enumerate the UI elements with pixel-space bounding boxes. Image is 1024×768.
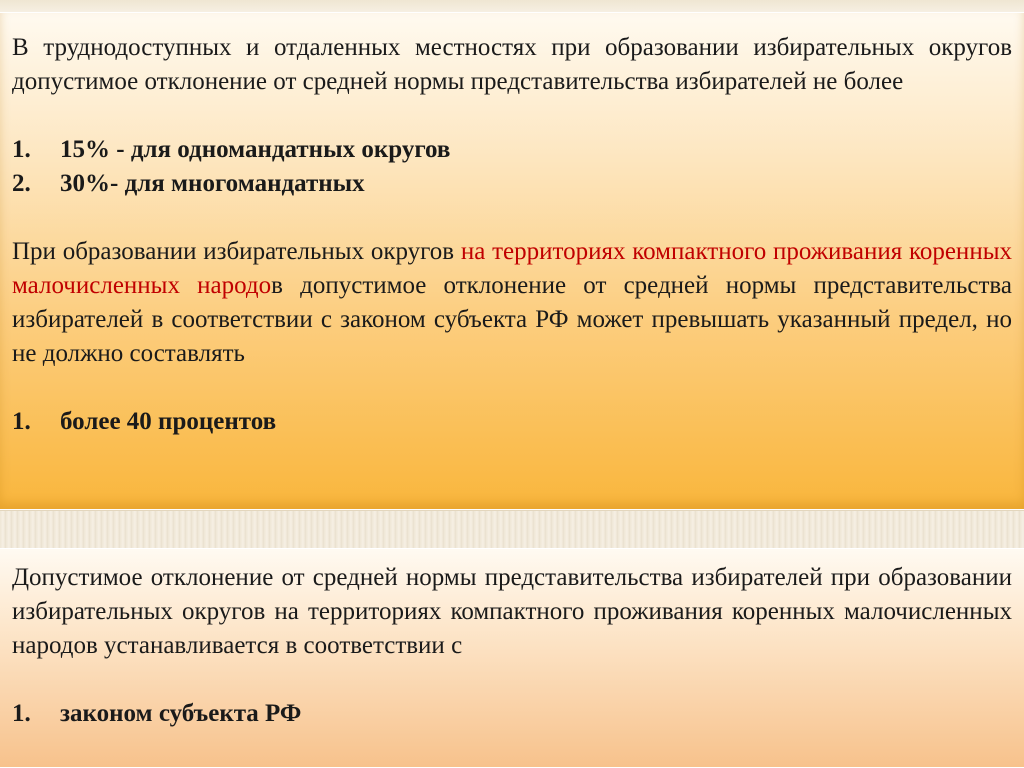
panel-2-content [12, 561, 1012, 731]
answer-item-2 [12, 167, 1012, 201]
question-panel-2 [0, 548, 1024, 768]
panel-2-intro: Допустимое отклонение от средней нормы представительства избирателей при образовании избирательных округов на территориях компактного проживания коренных малочисленных народов устанавливается в соответствии с [12, 564, 1012, 659]
answer-item-text: 15% - для одномандатных округов [60, 136, 451, 163]
answer-item-number: 1. [12, 700, 31, 727]
question-panel-1 [0, 12, 1024, 510]
answer-item-number: 2. [12, 170, 31, 197]
paragraph-2-end: в допустимое отклонение от средней нормы представительства избирателей в соответствии с законом субъекта РФ может превышать указанный предел, но не должно составлять [12, 272, 1012, 367]
panel-1-content [12, 31, 1012, 439]
panel-1-intro: В труднодоступных и отдаленных местностях при образовании избирательных округов допустимое отклонение от средней нормы представительства избирателей не более [12, 34, 1012, 95]
answer-item-number: 1. [12, 408, 31, 435]
answer-item-text: более 40 процентов [60, 408, 277, 435]
panel-1-paragraph-2 [12, 235, 1012, 371]
answer-item-4 [12, 697, 1012, 731]
answer-item-text: законом субъекта РФ [60, 700, 302, 727]
answer-item-text: 30%- для многомандатных [60, 170, 365, 197]
top-band [0, 0, 1024, 12]
highlighted-text: на территориях компактного проживания коренных малочисленных народо [12, 238, 1012, 299]
answer-item-number: 1. [12, 136, 31, 163]
answer-item-3 [12, 405, 1012, 439]
paragraph-2-start: При образовании избирательных округов [12, 238, 461, 265]
panel-separator [0, 510, 1024, 550]
answer-item-1 [12, 133, 1012, 167]
